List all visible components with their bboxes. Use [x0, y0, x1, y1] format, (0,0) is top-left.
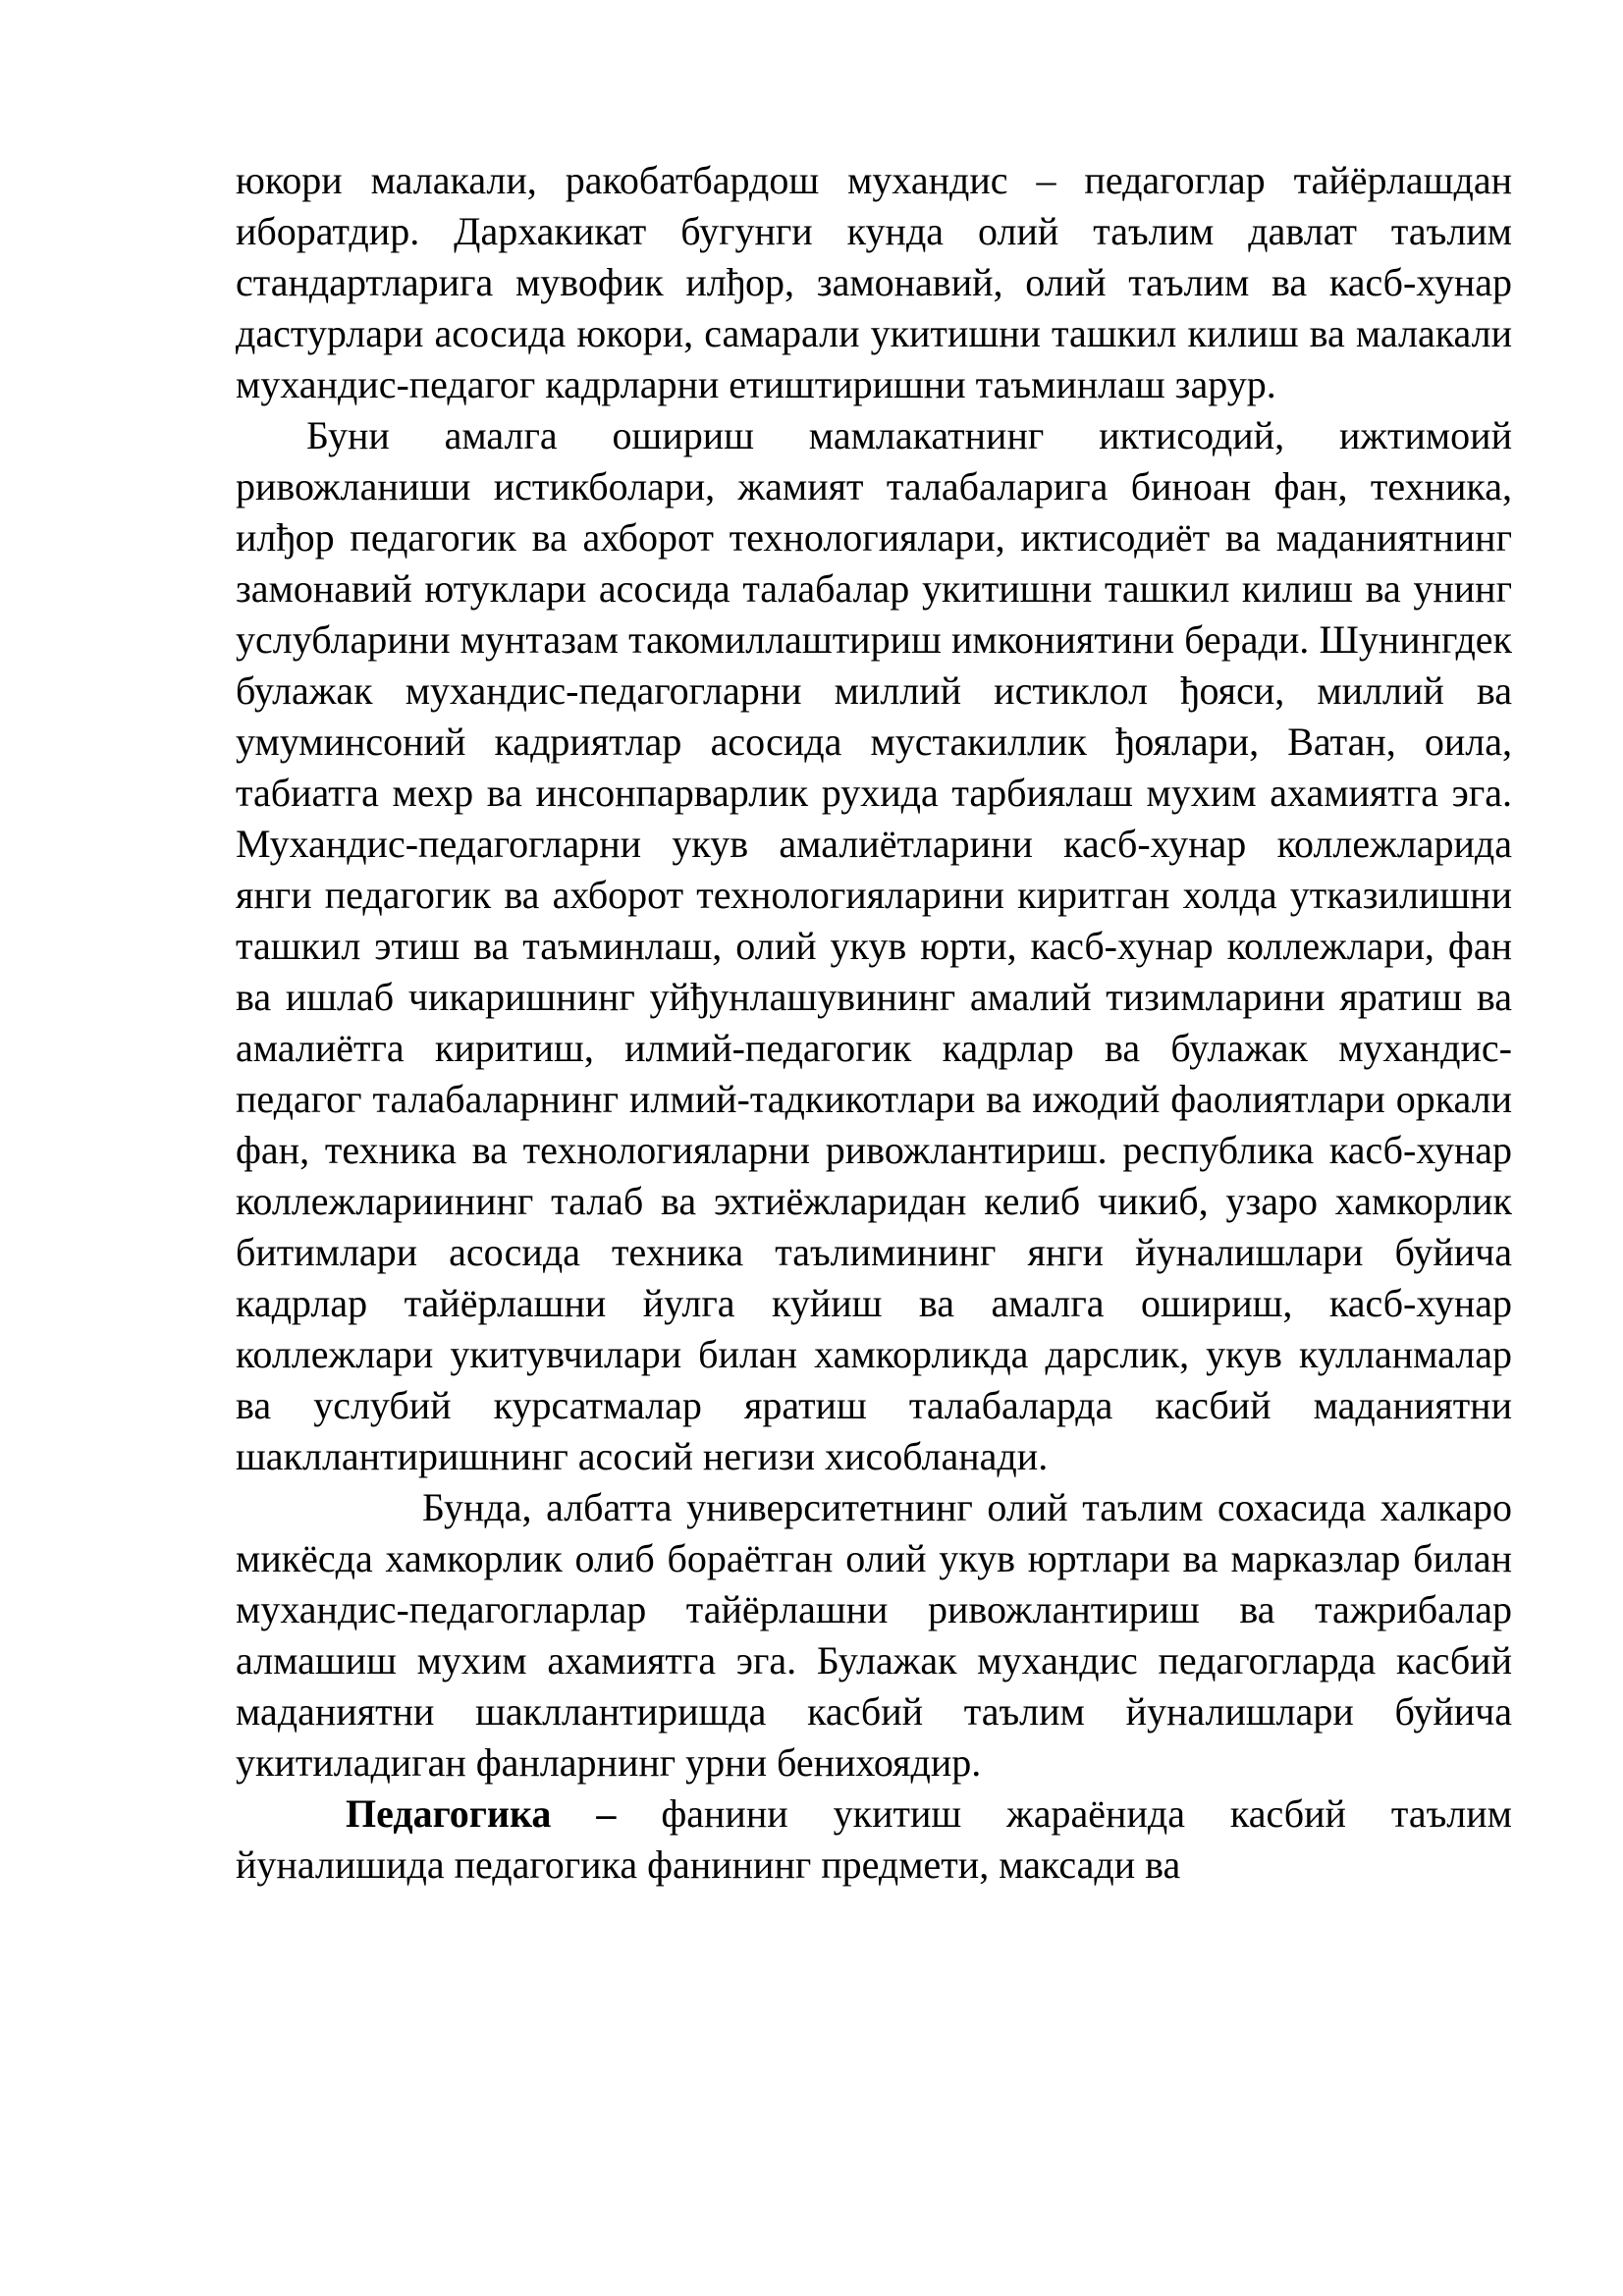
document-body [236, 155, 1512, 1891]
paragraph-1: юкори малакали, ракобатбардош мухандис – педагоглар тайёрлашдан иборатдир. Дархакикат бугунги кунда олий таълим давлат таълим стандартларига мувофик илђор, замонавий, олий таълим ва касб-хунар дастурлари асосида юкори, самарали укитишни ташкил килиш ва малакали мухандис-педагог кадрларни етиштиришни таъминлаш зарур. [236, 158, 1512, 406]
paragraph-2: Буни амалга ошириш мамлакатнинг иктисодий, ижтимоий ривожланиши истикболари, жамият талабаларига биноан фан, техника, илђор педагогик ва ахборот технологиялари, иктисодиёт ва маданиятнинг замонавий ютуклари асосида талабалар укитишни ташкил килиш ва унинг услубларини мунтазам такомиллаштириш имкониятини беради. Шунингдек булажак мухандис-педагогларни миллий истиклол ђояси, миллий ва умуминсоний кадриятлар асосида мустакиллик ђоялари, Ватан, оила, табиатга мехр ва инсонпарварлик рухида тарбиялаш мухим ахамиятга эга. Мухандис-педагогларни укув амалиётларини касб-хунар коллежларида янги педагогик ва ахборот технологияларини киритган холда утказилишни ташкил этиш ва таъминлаш, олий укув юрти, касб-хунар коллежлари, фан ва ишлаб чикаришнинг уйђунлашувининг амалий тизимларини яратиш ва амалиётга киритиш, илмий-педагогик кадрлар ва булажак мухандис-педагог талабаларнинг илмий-тадкикотлари ва ижодий фаолиятлари оркали фан, техника ва технологияларни ривожлантириш. республика касб-хунар коллежлариининг талаб ва эхтиёжларидан келиб чикиб, узаро хамкорлик битимлари асосида техника таълимининг янги йуналишлари буйича кадрлар тайёрлашни йулга куйиш ва амалга ошириш, касб-хунар коллежлари укитувчилари билан хамкорликда дарслик, укув кулланмалар ва услубий курсатмалар яратиш талабаларда касбий маданиятни шакллантиришнинг асосий негизи хисобланади. [236, 413, 1512, 1478]
term-pedagogika: Педагогика – [346, 1791, 617, 1836]
paragraph-4-text: фанини укитиш жараёнида касбий таълим йуналишида педагогика фанининг предмети, максади ва [236, 1791, 1512, 1887]
paragraph-3: Бунда, албатта университетнинг олий таълим сохасида халкаро микёсда хамкорлик олиб бораётган олий укув юртлари ва марказлар билан мухандис-педагогларлар тайёрлашни ривожлантириш ва тажрибалар алмашиш мухим ахамиятга эга. Булажак мухандис педагогларда касбий маданиятни шакллантиришда касбий таълим йуналишлари буйича укитиладиган фанларнинг урни бенихоядир. [236, 1485, 1512, 1785]
paragraph-4 [236, 1789, 1512, 1891]
